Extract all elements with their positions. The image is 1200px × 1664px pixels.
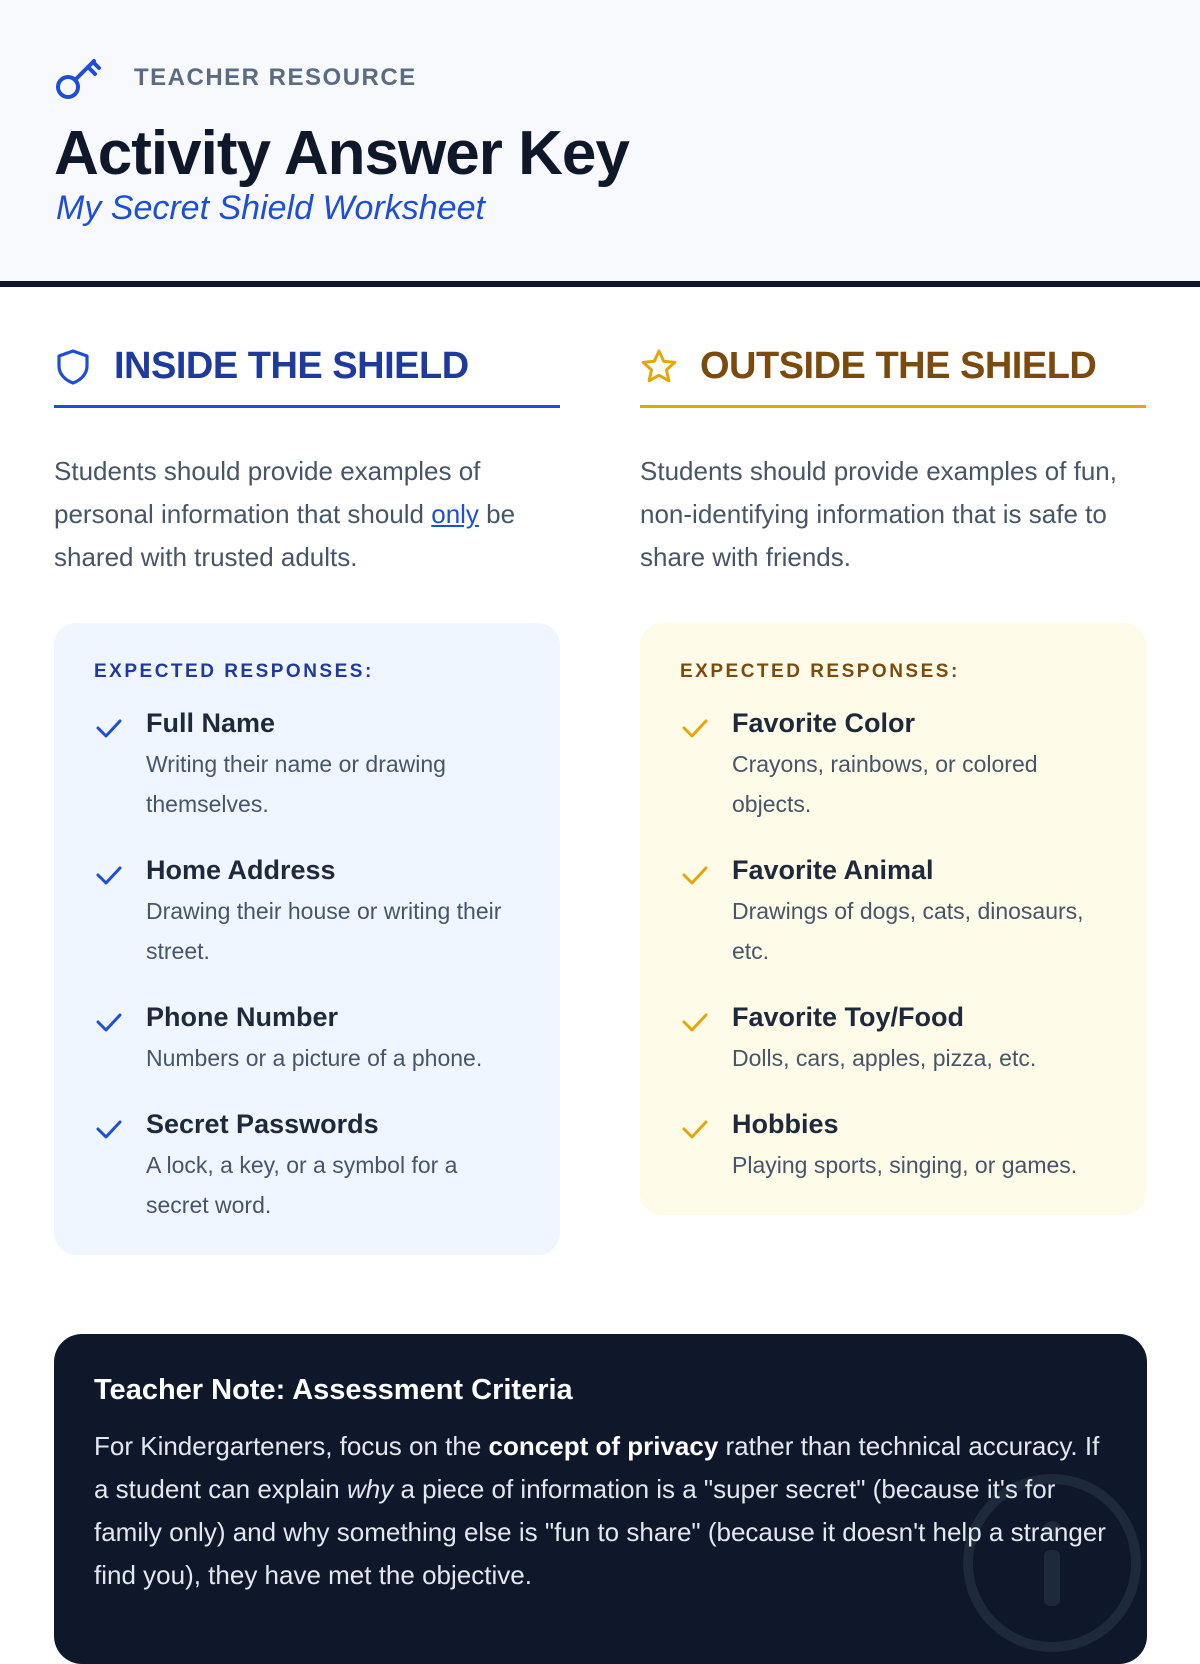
- response-description: Playing sports, singing, or games.: [732, 1152, 1078, 1178]
- response-text: [146, 999, 482, 1078]
- response-item: [680, 999, 1108, 1078]
- response-item: [680, 705, 1108, 824]
- check-icon: [94, 1114, 124, 1144]
- response-text: [146, 852, 522, 971]
- section-intro: Students should provide examples of fun, non-identifying information that is safe to share with friends.: [640, 456, 1117, 572]
- card-label: EXPECTED RESPONSES:: [94, 661, 374, 682]
- response-description: Drawing their house or writing their street.: [146, 898, 502, 964]
- eyebrow-label: TEACHER RESOURCE: [134, 64, 417, 91]
- inside-shield-heading: [54, 340, 560, 408]
- response-item: [94, 999, 522, 1078]
- response-title: Full Name: [146, 708, 276, 738]
- teacher-note: [54, 1334, 1147, 1664]
- note-bold: concept of privacy: [488, 1431, 719, 1461]
- note-text: a piece of information is a "super secret" (because it's for family only) and why something else is "fun to share" (because it doesn't help a stranger find you), they have met the objective.: [94, 1474, 1106, 1590]
- response-item: [94, 705, 522, 824]
- shield-icon: [54, 348, 92, 386]
- intro-text: Students should provide examples of personal information that should: [54, 456, 481, 529]
- response-text: [732, 852, 1108, 971]
- response-item: [94, 852, 522, 971]
- expected-responses-card: [640, 623, 1146, 1215]
- star-icon: [640, 348, 678, 386]
- section-title: OUTSIDE THE SHIELD: [700, 345, 1097, 387]
- page-subtitle: My Secret Shield Worksheet: [56, 189, 485, 227]
- response-item: [94, 1106, 522, 1225]
- response-item: [680, 852, 1108, 971]
- expected-responses-card: [54, 623, 560, 1255]
- response-title: Favorite Toy/Food: [732, 1002, 965, 1032]
- check-icon: [94, 860, 124, 890]
- response-description: Crayons, rainbows, or colored objects.: [732, 751, 1038, 817]
- eyebrow-row: [54, 54, 417, 102]
- note-title: Teacher Note: Assessment Criteria: [94, 1374, 573, 1406]
- response-text: [732, 999, 1036, 1078]
- response-description: Numbers or a picture of a phone.: [146, 1045, 483, 1071]
- check-icon: [680, 713, 710, 743]
- outside-shield-heading: [640, 340, 1146, 408]
- response-description: Drawings of dogs, cats, dinosaurs, etc.: [732, 898, 1084, 964]
- note-body: [94, 1425, 1107, 1597]
- check-icon: [94, 713, 124, 743]
- check-icon: [94, 1007, 124, 1037]
- inside-shield-section: [54, 340, 560, 1255]
- response-title: Home Address: [146, 855, 336, 885]
- intro-text: be shared with trusted adults.: [54, 499, 516, 572]
- response-title: Hobbies: [732, 1109, 839, 1139]
- response-text: [146, 1106, 522, 1225]
- response-title: Secret Passwords: [146, 1109, 379, 1139]
- page-header: [0, 0, 1200, 287]
- page-title: Activity Answer Key: [54, 119, 629, 188]
- response-item: [680, 1106, 1108, 1185]
- check-icon: [680, 1007, 710, 1037]
- key-icon: [54, 53, 104, 103]
- check-icon: [680, 860, 710, 890]
- response-title: Favorite Color: [732, 708, 916, 738]
- response-text: [146, 705, 522, 824]
- outside-shield-section: [640, 340, 1146, 1215]
- response-description: A lock, a key, or a symbol for a secret word.: [146, 1152, 458, 1218]
- response-text: [732, 1106, 1077, 1185]
- note-text: For Kindergarteners, focus on the: [94, 1431, 489, 1461]
- response-title: Phone Number: [146, 1002, 339, 1032]
- check-icon: [680, 1114, 710, 1144]
- note-text: rather than technical accuracy. If a student can explain: [94, 1431, 1100, 1504]
- response-title: Favorite Animal: [732, 855, 934, 885]
- section-title: INSIDE THE SHIELD: [114, 345, 469, 387]
- card-label: EXPECTED RESPONSES:: [680, 661, 960, 682]
- note-italic: why: [346, 1474, 394, 1504]
- response-description: Writing their name or drawing themselves.: [146, 751, 446, 817]
- response-description: Dolls, cars, apples, pizza, etc.: [732, 1045, 1037, 1071]
- response-text: [732, 705, 1108, 824]
- section-intro: [54, 408, 560, 579]
- intro-emphasis: only: [431, 499, 479, 529]
